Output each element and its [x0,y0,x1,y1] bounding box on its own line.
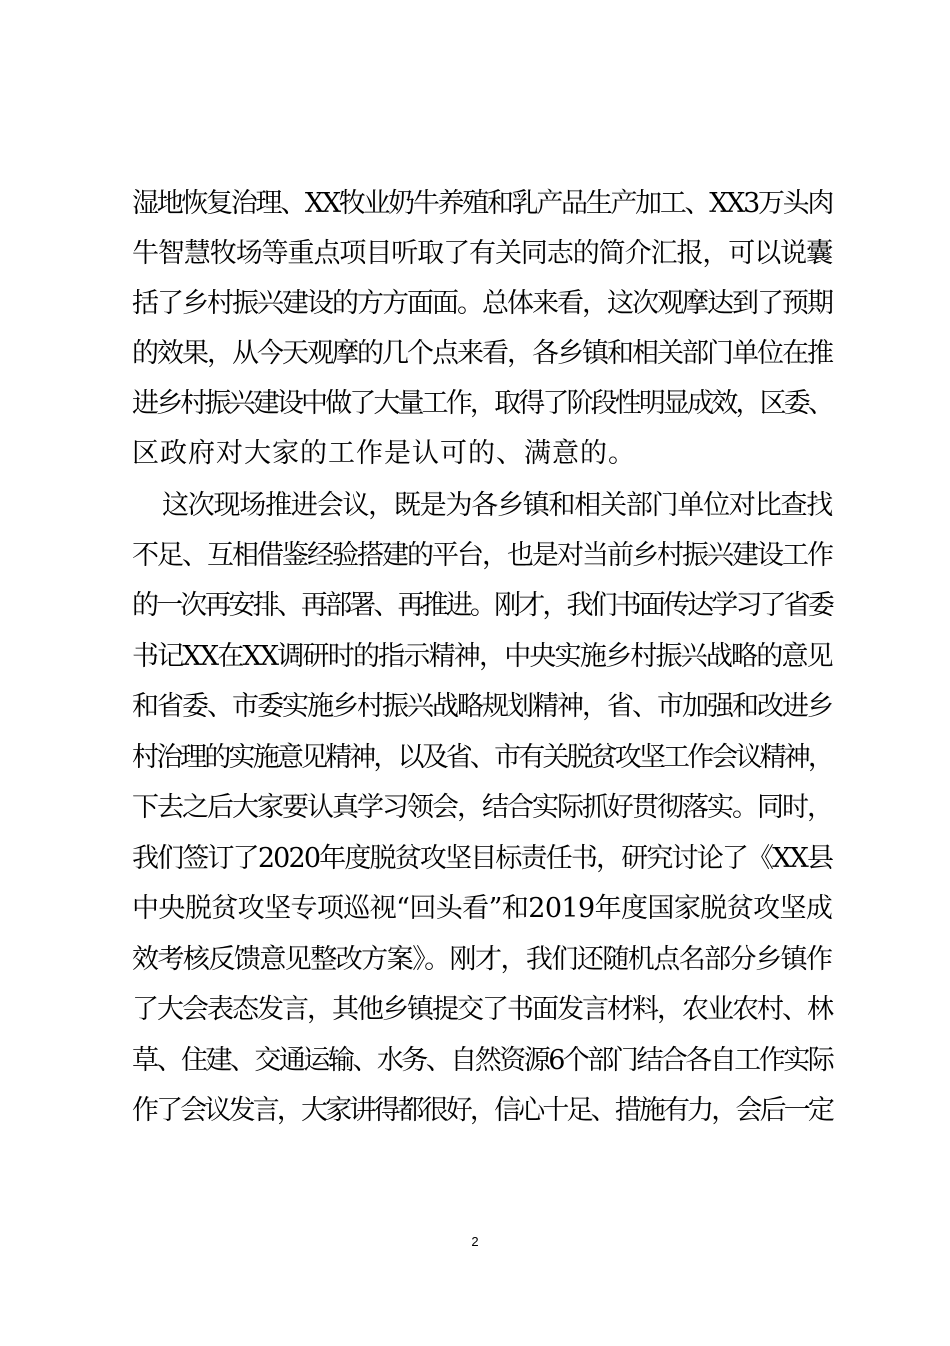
paragraph-1-line-1: 湿地恢复治理、XX牧业奶牛养殖和乳产品生产加工、XX3万头肉 [132,188,833,219]
paragraph-2-line-9: 中央脱贫攻坚专项巡视“回头看”和2019年度国家脱贫攻坚成 [132,893,833,924]
paragraph-2-line-10: 效考核反馈意见整改方案》。刚才，我们还随机点名部分乡镇作 [132,944,832,975]
paragraph-2-line-6: 村治理的实施意见精神，以及省、市有关脱贫攻坚工作会议精神， [132,742,832,773]
paragraph-1-line-3: 括了乡村振兴建设的方方面面。总体来看，这次观摩达到了预期 [132,288,832,319]
paragraph-2-line-1: 这次现场推进会议，既是为各乡镇和相关部门单位对比查找 [162,490,832,521]
paragraph-2-line-12: 草、住建、交通运输、水务、自然资源6个部门结合各自工作实际 [132,1045,833,1076]
paragraph-2-line-4: 书记XX在XX调研时的指示精神，中央实施乡村振兴战略的意见 [132,641,832,672]
paragraph-2-line-13: 作了会议发言，大家讲得都很好，信心十足、措施有力，会后一定 [132,1095,832,1126]
paragraph-2-line-2: 不足、互相借鉴经验搭建的平台，也是对当前乡村振兴建设工作 [132,540,832,571]
paragraph-2-line-8: 我们签订了2020年度脱贫攻坚目标责任书，研究讨论了《XX县 [132,843,833,874]
paragraph-1-line-6: 区政府对大家的工作是认可的、满意的。 [132,438,636,469]
paragraph-2-line-11: 了大会表态发言，其他乡镇提交了书面发言材料，农业农村、林 [132,994,832,1025]
paragraph-1-line-4: 的效果，从今天观摩的几个点来看，各乡镇和相关部门单位在推 [132,338,832,369]
paragraph-1-line-2: 牛智慧牧场等重点项目听取了有关同志的简介汇报，可以说囊 [132,238,832,269]
paragraph-2-line-5: 和省委、市委实施乡村振兴战略规划精神，省、市加强和改进乡 [132,691,832,722]
paragraph-2-line-7: 下去之后大家要认真学习领会，结合实际抓好贯彻落实。同时， [132,792,832,823]
paragraph-2-line-3: 的一次再安排、再部署、再推进。刚才，我们书面传达学习了省委 [132,590,832,621]
page-number: 2 [471,1234,479,1249]
paragraph-1-line-5: 进乡村振兴建设中做了大量工作，取得了阶段性明显成效，区委、 [132,388,832,419]
